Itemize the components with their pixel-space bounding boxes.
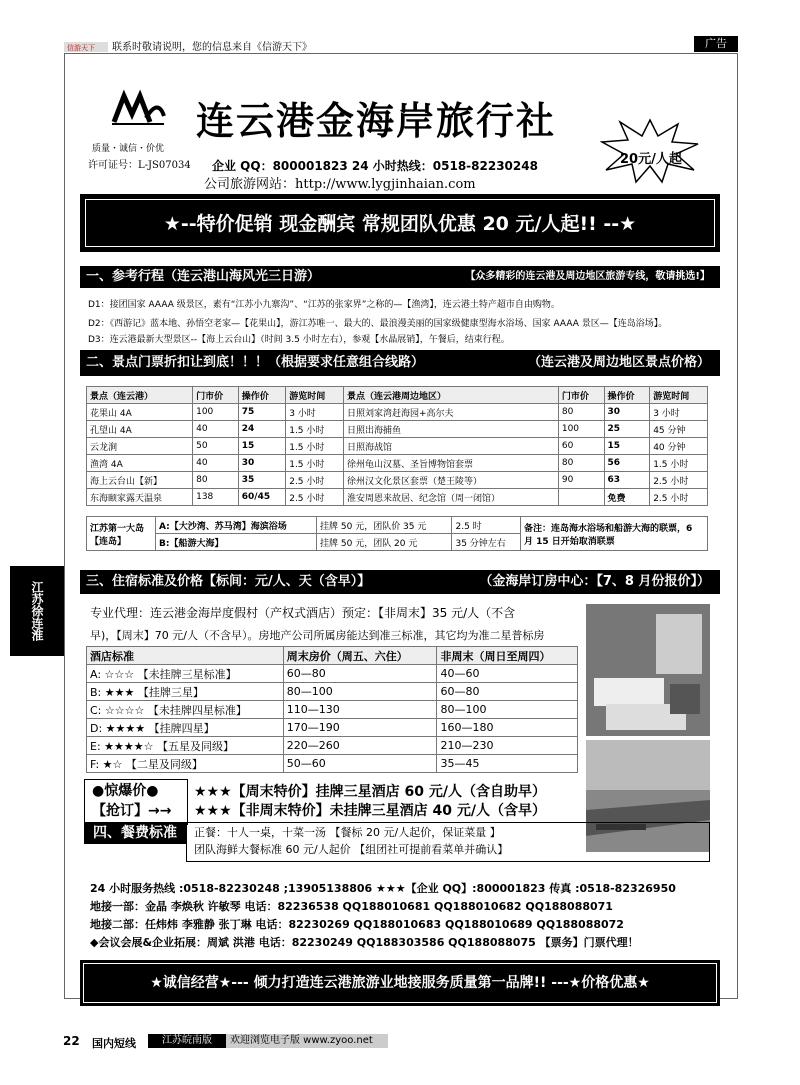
island-ticket-table (86, 516, 708, 551)
agent-line-1: 专业代理：连云港金海岸度假村（产权式酒店）预定：【非周末】35 元/人（不含 (90, 606, 516, 620)
section-name: 国内短线 (92, 1037, 136, 1050)
table-row: B:【船游大海】 挂牌 50 元，团队 20 元 35 分钟左右 (87, 534, 708, 551)
grab-booking-label: 【抢订】→→ (92, 803, 172, 819)
contact-dept-2: 地接二部：任炜炜 李雅静 张丁琳 电话：82230269 QQ188010683 QQ188010689 QQ188088072 (90, 918, 624, 931)
table-header-row: 酒店标准 周末房价（周五、六住） 非周末（周日至周四） (87, 647, 578, 665)
agency-title: 连云港金海岸旅行社 (196, 99, 557, 143)
table-row: F: ★☆ 【二星及同级】 50—60 35—45 (87, 755, 578, 773)
section-tickets-title: 二、景点门票折扣让到底！！！（根据要求任意组合线路） (86, 355, 425, 370)
contact-dept-1: 地接一部：金晶 李焕秋 许敏琴 电话：82236538 QQ188010681 QQ188010682 QQ188088071 (90, 900, 613, 913)
section-hotel-title: 三、住宿标准及价格【标间：元/人、天（含早）】 (86, 574, 371, 589)
website-link[interactable]: 公司旅游网站：http://www.lygjinhaian.com (204, 177, 476, 192)
agency-logo (110, 88, 166, 128)
bottom-banner-text: ★诚信经营★--- 倾力打造连云港旅游业地接服务质量第一品牌!! ---★价格优惠★ (83, 963, 717, 1003)
section-itinerary-title: 一、参考行程（连云港山海风光三日游） (86, 269, 321, 284)
table-row: C: ☆☆☆☆ 【未挂牌四星标准】 110—130 80—100 (87, 701, 578, 719)
itinerary-day3: D3：连云港最新大型景区--【海上云台山】（时间 3.5 小时左右），参观【水晶展销】，午餐后，结束行程。 (88, 335, 510, 345)
browse-link[interactable]: 欢迎浏览电子版 www.zyoo.net (226, 1034, 388, 1048)
edition-tag: 江苏皖南版 (148, 1034, 226, 1048)
bottom-banner (80, 960, 720, 1006)
section-tickets-bar (80, 350, 720, 376)
table-row: 海上云台山【新】 80 35 2.5 小时 徐州汉文化景区套票（楚王陵等） 90 63 2.5 小时 (87, 472, 708, 489)
table-row: D: ★★★★ 【挂牌四星】 170—190 160—180 (87, 719, 578, 737)
qq-hotline: 企业 QQ：800001823 24 小时热线：0518-82230248 (212, 159, 538, 173)
table-row: E: ★★★★☆ 【五星及同级】 220—260 210—230 (87, 737, 578, 755)
top-notice: 联系时敬请说明，您的信息来自《信游天下》 (112, 42, 312, 53)
agent-line-2: 早)，【周末】70 元/人（不含早）。房地产公司所属房能达到准三标准，其它均为准二星普标房 (90, 629, 545, 642)
table-row: 东海颐家露天温泉 138 60/45 2.5 小时 淮安周恩来故居、纪念馆（周一闭馆） 免费 2.5 小时 (87, 489, 708, 506)
section-meal-title: 四、餐费标准 (84, 822, 186, 844)
svg-text:信游天下: 信游天下 (67, 44, 95, 52)
section-hotel-note: （金海岸订房中心：【7、8 月份报价】） (479, 574, 710, 589)
table-row: B: ★★★ 【挂牌三星】 80—100 60—80 (87, 683, 578, 701)
itinerary-day2: D2：《西游记》蓝本地、孙悟空老家—【花果山】，游江苏唯一、最大的、最浪漫美丽的国家级健康型海水浴场、国家 AAAA 景区—【连岛浴场】。 (88, 319, 668, 329)
weekday-deal: ★★★【非周末特价】未挂牌三星酒店 40 元/人（含早） (194, 803, 546, 819)
island-note: 备注：连岛海水浴场和船游大海的联票，6 月 15 日开始取消联票 (521, 517, 708, 551)
promo-banner (80, 194, 720, 252)
hotel-price-table (86, 646, 578, 773)
page-number: 22 (63, 1034, 80, 1048)
meal-line-1: 正餐：十人一桌，十菜一汤 【餐标 20 元/人起价，保证菜量 】 (194, 826, 501, 839)
ticket-price-table (86, 386, 708, 506)
meal-line-2: 团队海鲜大餐标准 60 元/人起价 【组团社可提前看菜单并确认】 (194, 843, 509, 856)
section-itinerary-bar (80, 266, 720, 288)
table-row: 孔望山 4A 40 24 1.5 小时 日照出海捕鱼 100 25 45 分钟 (87, 421, 708, 438)
itinerary-day1: D1：接团国家 AAAA 级景区，素有“江苏小九寨沟”、“江苏的张家界”之称的—【渔湾】，连云港土特产超市自由购物。 (88, 300, 560, 310)
ad-tag: 广告 (694, 36, 738, 52)
license-number: 许可证号：L-JS07034 (88, 160, 191, 171)
contact-conference: ◆会议会展&企业拓展：周斌 洪港 电话：82230249 QQ188303586 QQ188088075 【票务】门票代理！ (90, 936, 639, 949)
table-header-row: 景点（连云港） 门市价 操作价 游览时间 景点（连云港周边地区） 门市价 操作价 游览时间 (87, 387, 708, 404)
promo-text: ★--特价促销 现金酬宾 常规团队优惠 20 元/人起!! --★ (85, 199, 715, 247)
section-hotel-bar (80, 570, 720, 594)
table-row: 云龙涧 50 15 1.5 小时 日照海战馆 60 15 40 分钟 (87, 438, 708, 455)
section-itinerary-note: 【众多精彩的连云港及周边地区旅游专线，敬请挑选!】 (465, 271, 710, 282)
section-tickets-note: （连云港及周边地区景点价格） (527, 355, 710, 370)
contact-hotline: 24 小时服务热线 :0518-82230248 ;13905138806 ★★★【企业 QQ】:800001823 传真 :0518-82326950 (90, 882, 676, 895)
publication-logo (64, 38, 108, 50)
surprise-price-label: ●惊爆价● (92, 783, 159, 799)
weekend-deal: ★★★【周末特价】挂牌三星酒店 60 元/人（含自助早） (194, 784, 546, 800)
price-starting: 20元/人起 (620, 152, 682, 167)
island-label: 江苏第一大岛【连岛】 (87, 517, 156, 551)
table-row: 江苏第一大岛【连岛】 A:【大沙湾、苏马湾】海滨浴场 挂牌 50 元，团队价 35 元 2.5 时 备注：连岛海水浴场和船游大海的联票，6 月 15 日开始取消联票 (87, 517, 708, 534)
table-row: A: ☆☆☆ 【未挂牌三星标准】 60—80 40—60 (87, 665, 578, 683)
table-row: 花果山 4A 100 75 3 小时 日照刘家湾赶海园+高尔夫 80 30 3 小时 (87, 404, 708, 421)
agency-tagline: 质量・诚信・价优 (92, 144, 165, 154)
hotel-room-photo (586, 604, 710, 736)
region-side-tab: 江苏徐连淮 (10, 566, 64, 656)
table-row: 渔湾 4A 40 30 1.5 小时 徐州龟山汉墓、圣旨博物馆套票 80 56 1.5 小时 (87, 455, 708, 472)
